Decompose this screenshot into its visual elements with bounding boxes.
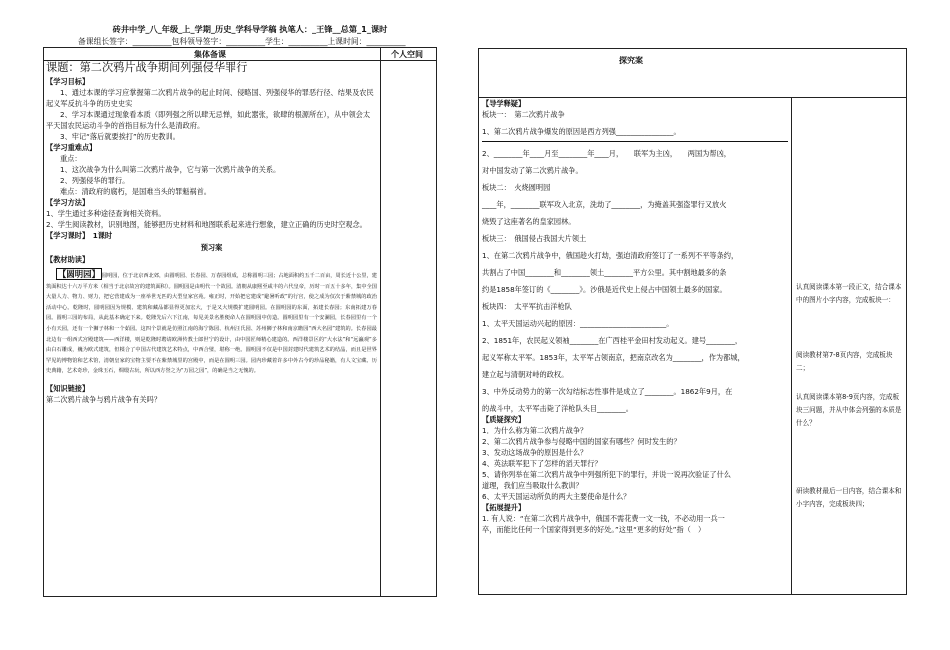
block-2-q-line1: ____年，________联军攻入北京，洗劫了________，为掩盖其强盗罪行又放火 [482,200,727,209]
key-point-2: 2、列强侵华的罪行。 [60,176,130,185]
block-4-q2-line3: 建立起与清朝对峙的政权。 [482,370,569,379]
column-personal-space: 个人空间 [391,50,423,59]
expand-heading: 【拓展提升】 [482,503,526,512]
preview-heading: 预习案 [200,243,223,252]
goal-1: 1、通过本课的学习应掌握第二次鸦片战争的起止时间、侵略国、列强侵华的罪恶行径、结果及农民起义军反抗斗争的历史史实 [46,88,374,108]
right-main-content [482,98,788,535]
difficult-point: 难点：清政府的腐朽，是国难当头的罪魁祸首。 [60,187,211,196]
question-5-line1: 5、请你列举在第二次鸦片战争中列强所犯下的罪行，并说一说再次验证了什么 [482,470,731,479]
goal-3: 3、牢记“落后就要挨打”的历史教训。 [60,132,180,141]
side-note-1: 认真阅读课本第一段正文，结合课本中的图片小字内容，完成板块一： [796,283,902,304]
yuanmingyuan-tag: 【圆明园】 [58,269,100,279]
block-4-q2-line1: 2、1851年，农民起义领袖________在广西桂平金田村发动起义。建号________， [482,336,743,345]
block-3-title: 板块三： 俄国侵占我国大片领土 [482,234,587,243]
sheet-title: 砖井中学_八_年级_上_学期_历史_学科导学稿 执笔人：_王锋__总第_1_课时 [112,24,388,34]
question-6: 6、太平天国运动所负的两大主要使命是什么？ [482,492,631,501]
block-3-q-line1: 1、在第二次鸦片战争中，俄国趁火打劫，强迫清政府签订了一系列不平等条约， [482,251,739,260]
question-3: 3、发动这场战争的原因是什么？ [482,448,588,457]
block-4-q3-line1: 3、中外反动势力的第一次勾结标志性事件是成立了________。1862年9月，在 [482,387,733,396]
block-4-title: 板块四： 太平军抗击洋枪队 [482,302,572,311]
block-1-q2-line1: 2、________年____月至________年____月， 联军为主凶， 两国为帮凶， [482,149,731,158]
expand-q1-line2: 卒，而能比任何一个国家得到更多的好处。”这里“更多的好处”指（ ） [482,525,706,534]
key-points-heading: 【学习重难点】 [46,143,97,152]
divider-line [482,141,788,142]
block-4-q2-line2: 起义军称太平军。1853年，太平军占领南京，把南京改名为________，作为都城， [482,353,745,362]
right-column-divider [791,97,792,594]
left-header-row [44,48,436,61]
block-4-q3-line2: 的战斗中，太平军击毙了洋枪队头目________。 [482,404,633,413]
link-question: 第二次鸦片战争与鸦片战争有关吗？ [46,394,162,404]
side-note-4: 研读教材最后一目内容，结合课本和小字内容，完成板块四； [796,487,902,508]
block-3-q-line3: 约是1858年签订的《________》。沙俄是近代史上侵占中国领土最多的国家。 [482,285,727,294]
block-1-q1: 1、第二次鸦片战争爆发的原因是西方列强________________。 [482,127,681,136]
passage-text: 圆明园，位于北京西北郊，由圆明园、长春园、万春园组成，总称圆明三园；占地面积约五千二百亩，周长近十公里，建筑面积达十六万平方米（相当于北京故宫的建筑面积）。圆明园是由明代一个故园。清朝从康熙至咸丰的六代皇帝，历时一百五十多年，集中全国大量人力、物力、财力，把它营建成为一座举世无匹的大型皇家宫苑。雍正时，开始把它建成“避暑听政”的行宫，使之成为仅次于紫禁城的政治活动中心。乾隆时，圆明园因为规模、建筑和藏品都显得更加宏大，于是又大规模扩建圆明园。在圆明园的东面，拓建长春园；东南拓建万春园。圆明三园的布局，从此基本确定下来。乾隆先后六下江南，每见美景名胜便命人在圆明园中仿造。圆明园里有一个安澜园，长春园里有一个小有天园，还有一个狮子林和一个茹园。这四个景就是仿照江南的海宁陈园、杭州汪氏园、苏州狮子林和南京瞻园“西大名园”建筑的。长春园最北边有一组西式宫殿建筑——西洋楼，则是乾隆时聘请欧洲传教士郎世宁的设计，由中国匠师精心建造的。西洋楼景区的“大水法”和“远瀛观”多由白石雕成，巍为欧式建筑，但糅合了中国古代建筑艺术特点，中西合璧，堪称一绝。圆明园不仅是中国封建时代建筑艺术的结晶，而且是世界罕见的博物馆和艺术馆，清朝皇家的宝物主要不在紫禁城里的宫殿中，而是在圆明三园。园内珍藏着许多中外古今的珍品秘籍，有人文宝藏、历史典籍，艺术奇珍，金珠玉石，绸缎古玩，所以西方誉之为“万园之园”，的确是当之无愧的。 [46,273,377,375]
right-page [478,48,907,595]
key-label: 重点： [60,154,82,163]
question-5-line2: 道理，我们应当吸取什么教训？ [482,481,583,490]
side-note-2: 阅读教材第7-8页内容，完成板块二； [796,351,893,372]
explore-heading: 探究案 [619,56,643,65]
expand-q1-line1: 1. 有人说：“在第二次鸦片战争中，俄国不需花费一文一钱，不必动用一兵一 [482,514,725,523]
method-2: 2、学生阅读教材，识别地图，能够把历史材料和地图联系起来进行想象，建立正确的历史时空观念。 [46,220,367,229]
question-4: 4、英法联军犯下了怎样的滔天罪行？ [482,459,602,468]
block-1-title: 板块一： 第二次鸦片战争 [482,110,565,119]
left-main-content [46,61,377,405]
block-4-q1: 1、太平天国运动兴起的原因：________________________。 [482,319,674,328]
guide-heading: 【导学释疑】 [482,99,526,108]
block-2-q-line2: 烧毁了这座著名的皇家园林。 [482,217,576,226]
block-3-q-line2: 共割占了中国________和________领土________平方公里。其中割地最多的条 [482,268,727,277]
hours-line: 【学习课时】 1课时 [46,231,113,240]
block-1-q2-line2: 对中国发动了第二次鸦片战争。 [482,166,583,175]
side-note-3: 认真阅读课本第8-9页内容，完成板块三问题，并从中体会列强的本质是什么？ [796,393,902,427]
question-2: 2、第二次鸦片战争参与侵略中国的国家有哪些？何时发生的？ [482,437,681,446]
key-point-1: 1、这次战争为什么叫第二次鸦片战争，它与第一次鸦片战争的关系。 [60,165,281,174]
lesson-title: 课题：第二次鸦片战争期间列强侵华罪行 [46,61,248,74]
signature-line: 备课组长签字：__________包科领导签字：__________学生：__________上课时间：__________ [78,37,406,46]
goals-heading: 【学习目标】 [46,77,90,86]
quality-heading: 【质疑探究】 [482,415,526,424]
link-heading: 【知识链接】 [46,383,90,393]
column-collective-prep: 集体备课 [194,50,226,59]
method-1: 1、学生通过多种途径查询相关资料。 [46,209,166,218]
question-1: 1．为什么称为第二次鸦片战争？ [482,426,588,435]
block-2-title: 板块二： 火烧圆明园 [482,183,551,192]
goal-2: 2、学习本课通过现象看本质（即列强之所以肆无忌惮，如此嚣张，欲肆的根源所在），从中领会太平天国农民运动斗争的首指目标为什么是清政府。 [46,110,371,130]
left-page [43,47,437,597]
right-header-row [479,49,906,98]
material-heading: 【教材助读】 [46,255,90,264]
left-column-divider [380,48,381,596]
yuanmingyuan-passage [46,269,377,377]
method-heading: 【学习方法】 [46,198,90,207]
